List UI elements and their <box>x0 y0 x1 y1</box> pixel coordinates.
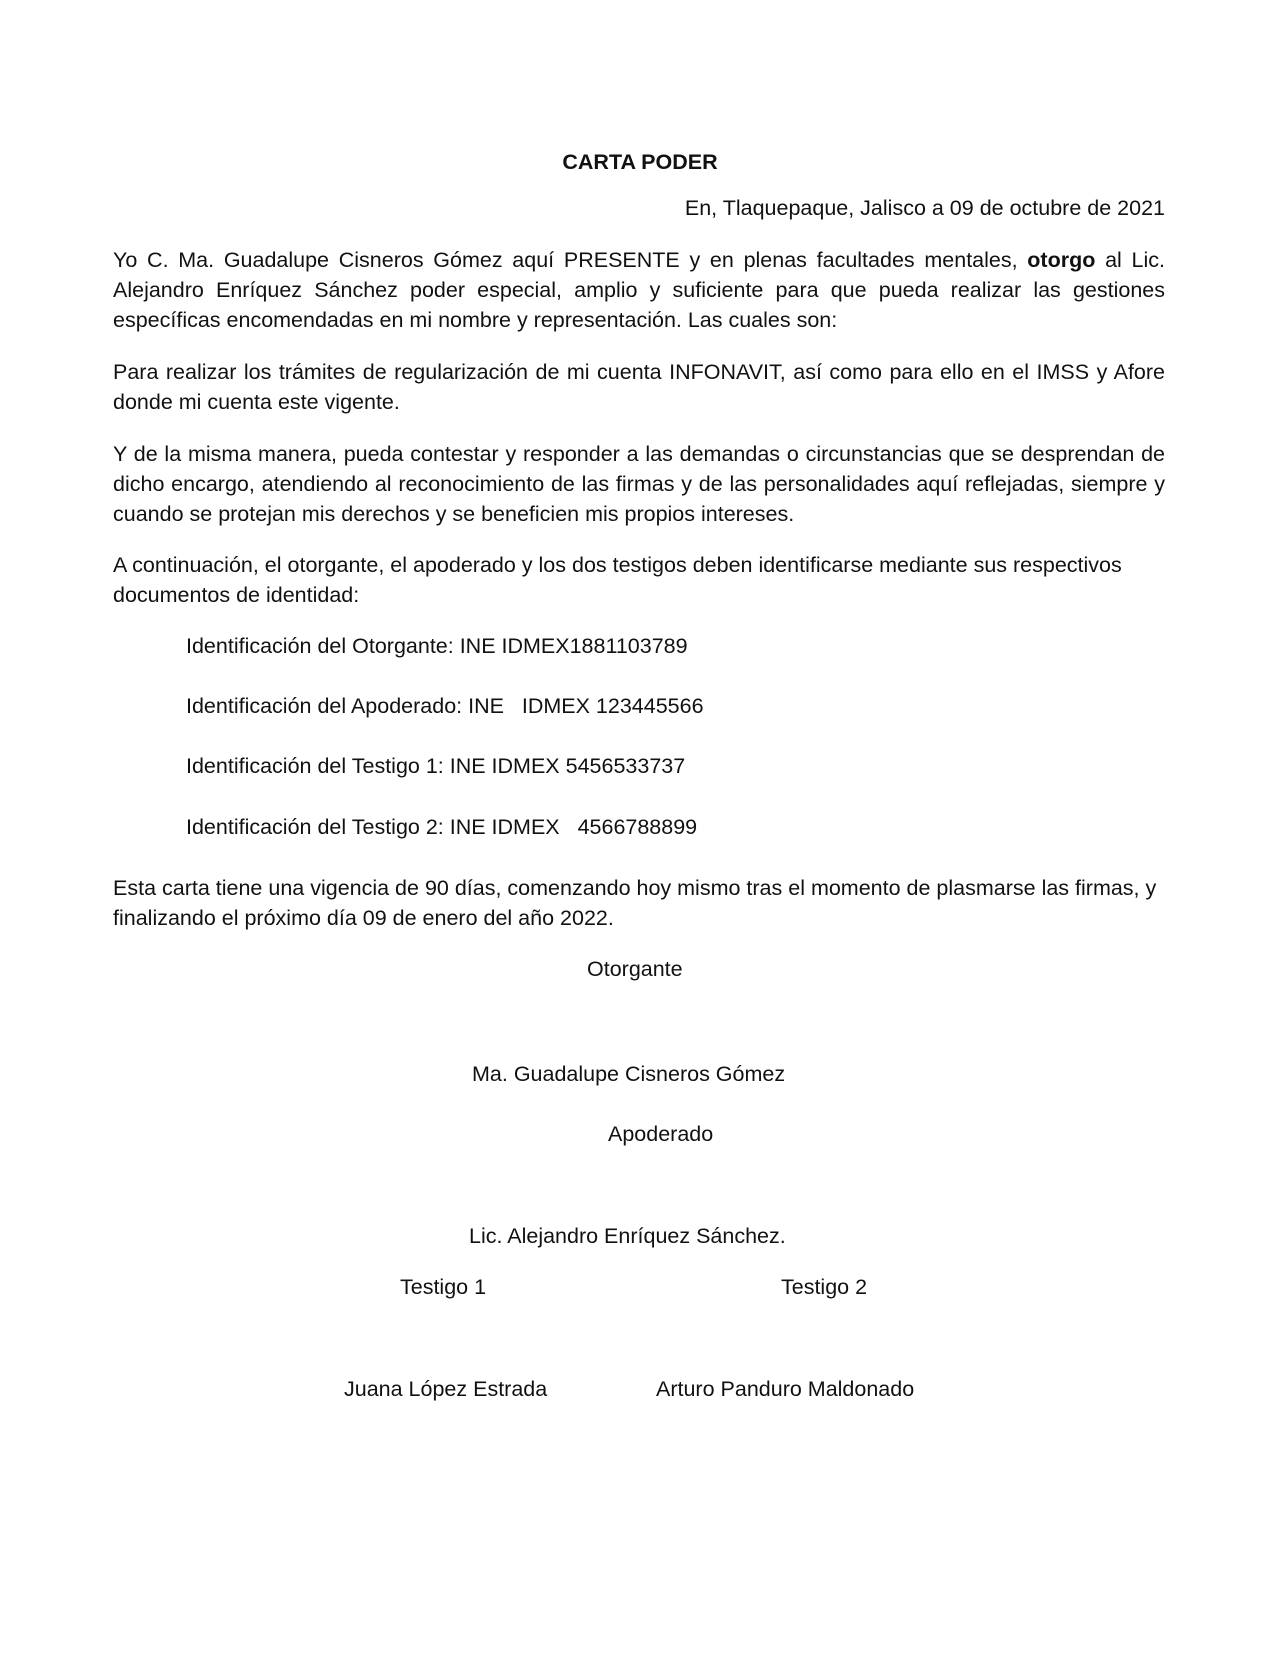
identification-grantor: Identificación del Otorgante: INE IDMEX1881103789 <box>186 634 688 658</box>
paragraph-responsibilities: Y de la misma manera, pueda contestar y responder a las demandas o circunstancias que se desprendan de dicho encargo, atendiendo al reconocimiento de las firmas y de las personalidades aquí reflejadas, siempre y cuando se protejan mis derechos y se beneficien mis propios intereses. <box>113 442 1165 526</box>
paragraph-procedures: Para realizar los trámites de regularización de mi cuenta INFONAVIT, así como para ello en el IMSS y Afore donde mi cuenta este vigente. <box>113 360 1165 414</box>
grantor-name: Ma. Guadalupe Cisneros Gómez <box>472 1062 786 1086</box>
witness-2-label: Testigo 2 <box>781 1275 868 1299</box>
witness-1-label: Testigo 1 <box>400 1275 487 1299</box>
place-date: En, Tlaquepaque, Jalisco a 09 de octubre de 2021 <box>684 196 1165 220</box>
attorney-name: Lic. Alejandro Enríquez Sánchez. <box>469 1224 786 1248</box>
identification-attorney: Identificación del Apoderado: INE IDMEX 123445566 <box>186 694 704 718</box>
paragraph-grant <box>113 245 1165 335</box>
grantor-label: Otorgante <box>587 957 683 981</box>
document-title: CARTA PODER <box>562 150 718 174</box>
paragraph-identification-intro: A continuación, el otorgante, el apoderado y los dos testigos deben identificarse mediante sus respectivos documentos de identidad: <box>113 553 1122 607</box>
paragraph-grant-end: al Lic. Alejandro Enríquez Sánchez poder especial, amplio y suficiente para que pueda realizar las gestiones específicas encomendadas en mi nombre y representación. Las cuales son: <box>113 248 1165 332</box>
witness-1-name: Juana López Estrada <box>344 1377 548 1401</box>
paragraph-grant-bold: otorgo <box>1027 248 1096 272</box>
identification-witness-2: Identificación del Testigo 2: INE IDMEX 4566788899 <box>186 815 698 839</box>
attorney-label: Apoderado <box>608 1122 714 1146</box>
identification-witness-1: Identificación del Testigo 1: INE IDMEX 5456533737 <box>186 754 686 778</box>
paragraph-validity: Esta carta tiene una vigencia de 90 días, comenzando hoy mismo tras el momento de plasmarse las firmas, y finalizando el próximo día 09 de enero del año 2022. <box>113 876 1157 930</box>
witness-2-name: Arturo Panduro Maldonado <box>656 1377 915 1401</box>
paragraph-grant-start: Yo C. Ma. Guadalupe Cisneros Gómez aquí PRESENTE y en plenas facultades mentales, <box>113 248 1028 272</box>
